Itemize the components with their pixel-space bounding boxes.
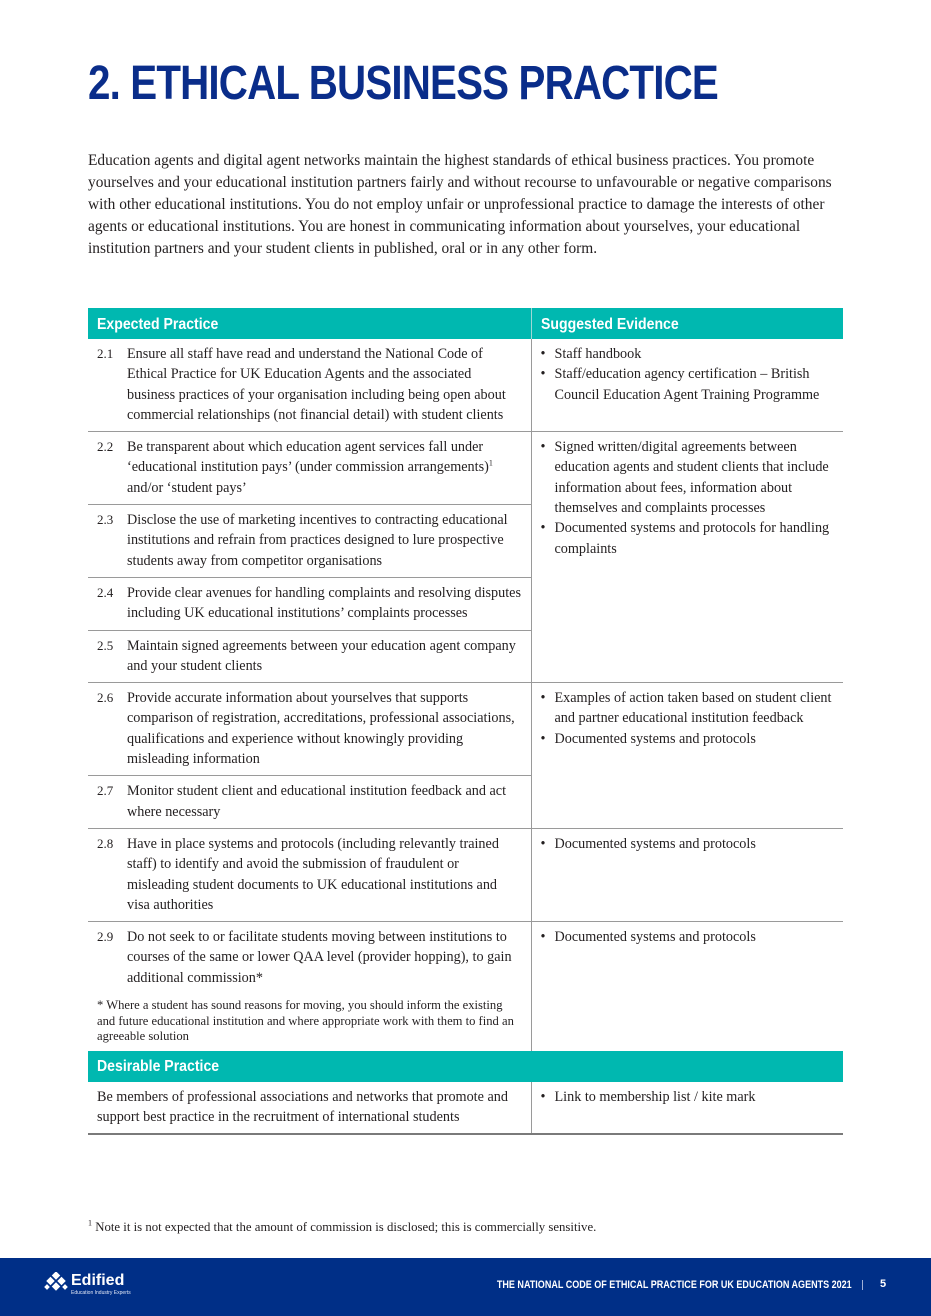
footnote-ref[interactable]: 1 [488, 458, 493, 468]
item-number: 2.1 [97, 346, 114, 361]
item-text: Maintain signed agreements between your education agent company and your student clients [127, 637, 516, 674]
evidence-cell [531, 683, 843, 829]
evidence-cell [531, 1082, 843, 1135]
header-expected-practice: Expected Practice [88, 308, 531, 339]
table-row [88, 339, 843, 432]
practice-cell [88, 776, 531, 829]
practice-item-2-4 [97, 583, 523, 624]
table-row [88, 683, 843, 776]
header-desirable-practice: Desirable Practice [88, 1051, 843, 1082]
item-text: Disclose the use of marketing incentives to contracting educational institutions and refrain from practices designed to lure prospective students away from competitor organisations [127, 512, 508, 569]
evidence-list [541, 927, 836, 947]
item-text: Ensure all staff have read and understand the National Code of Ethical Practice for UK Education Agents and the associated business practices of your organisation including being open about commercial relationships (not financial detail) with student clients [127, 346, 506, 423]
item-number: 2.8 [97, 835, 114, 851]
evidence-item: • Staff/education agency certification – British Council Education Agent Training Programme [541, 364, 836, 405]
evidence-item: • Documented systems and protocols [541, 834, 836, 854]
footnote-marker: 1 [88, 1218, 92, 1228]
evidence-list [541, 688, 836, 749]
evidence-item: • Staff handbook [541, 344, 836, 364]
item-number: 2.2 [97, 439, 114, 455]
practice-cell [88, 577, 531, 630]
evidence-list [541, 1087, 836, 1107]
page-title: 2. ETHICAL BUSINESS PRACTICE [88, 57, 718, 110]
practice-table [88, 308, 843, 1135]
evidence-item: • Link to membership list / kite mark [541, 1087, 836, 1107]
item-number: 2.3 [97, 512, 114, 528]
table-header-row [88, 308, 843, 339]
item-text: Do not seek to or facilitate students moving between institutions to courses of the same or lower QAA level (provider hopping), to gain additional commission* [127, 929, 512, 986]
provider-hopping-note: * Where a student has sound reasons for moving, you should inform the existing and future educational institution and where appropriate work with them to find an agreeable solution [97, 998, 514, 1044]
evidence-item: • Documented systems and protocols for handling complaints [541, 518, 836, 559]
item-text: Monitor student client and educational institution feedback and act where necessary [127, 783, 507, 820]
page-number: 5 [880, 1278, 887, 1290]
evidence-item: • Signed written/digital agreements between education agents and student clients that include information about fees, information about themselves and complaints processes [541, 437, 836, 518]
table-row [88, 432, 843, 505]
edified-logo [44, 1272, 131, 1296]
practice-cell [88, 432, 531, 505]
evidence-cell [531, 828, 843, 921]
evidence-list [541, 834, 836, 854]
practice-cell [88, 630, 531, 683]
item-number: 2.7 [97, 783, 114, 799]
evidence-cell [531, 339, 843, 432]
practice-item-2-8 [97, 834, 523, 915]
footnote [88, 1220, 596, 1235]
footnote-text: Note it is not expected that the amount of commission is disclosed; this is commercially sensitive. [92, 1220, 597, 1234]
evidence-list [541, 437, 836, 559]
item-text: Provide clear avenues for handling complaints and resolving disputes including UK educational institutions’ complaints processes [127, 584, 522, 622]
practice-cell [88, 683, 531, 776]
table-row [88, 828, 843, 921]
practice-item-2-9 [97, 927, 523, 988]
item-number: 2.5 [97, 637, 114, 653]
practice-item-2-3 [97, 510, 523, 571]
evidence-list [541, 344, 836, 405]
evidence-cell [531, 432, 843, 683]
practice-cell [88, 828, 531, 921]
evidence-item: • Documented systems and protocols [541, 927, 836, 947]
document-title: THE NATIONAL CODE OF ETHICAL PRACTICE FOR UK EDUCATION AGENTS 2021 [497, 1279, 852, 1291]
practice-item-2-1 [97, 344, 523, 425]
footer-divider [862, 1280, 863, 1290]
item-text: Provide accurate information about yourselves that supports comparison of registration, accreditations, professional associations, qualifications and experience without knowingly providing misleading information [127, 690, 515, 768]
evidence-cell [531, 922, 843, 1051]
practice-cell [88, 339, 531, 432]
brand-tagline: Education Industry Experts [71, 1290, 131, 1296]
practice-item-2-7 [97, 781, 523, 822]
page-footer [0, 1258, 931, 1316]
item-text: Be transparent about which education agent services fall under ‘educational institution pays’ (under commission arrangements)$^1$ and/or ‘student pays’ [127, 439, 493, 496]
practice-cell [88, 922, 531, 1051]
evidence-item: • Documented systems and protocols [541, 729, 836, 749]
diamond-cluster-icon [44, 1272, 68, 1294]
desirable-text: Be members of professional associations and networks that promote and support best practice in the recruitment of international students [97, 1088, 508, 1125]
intro-paragraph: Education agents and digital agent networks maintain the highest standards of ethical business practices. You promote yourselves and your educational institution partners fairly and without recourse to unfavourable or negative comparisons with other educational institutions. You do not employ unfair or unprofessional practice to damage the interests of other agents or educational institutions. You are honest in communicating information about yourselves, your educational institution partners and your student clients in published, oral or in any other form. [88, 152, 832, 257]
practice-cell [88, 505, 531, 578]
item-text: Have in place systems and protocols (including relevantly trained staff) to identify and avoid the submission of fraudulent or misleading student documents to UK educational institutions and visa authorities [127, 835, 499, 913]
practice-item-2-6 [97, 688, 523, 769]
brand-name: Edified [71, 1272, 125, 1289]
practice-item-2-5 [97, 636, 523, 677]
item-number: 2.4 [97, 584, 114, 600]
table-row [88, 922, 843, 1051]
desirable-header-row [88, 1051, 843, 1082]
item-number: 2.6 [97, 690, 114, 706]
table-row [88, 1082, 843, 1135]
practice-item-2-2 [97, 437, 523, 498]
practice-cell [88, 1082, 531, 1135]
header-suggested-evidence: Suggested Evidence [531, 308, 843, 339]
item-number: 2.9 [97, 929, 114, 945]
evidence-item: • Examples of action taken based on student client and partner educational institution feedback [541, 688, 836, 729]
